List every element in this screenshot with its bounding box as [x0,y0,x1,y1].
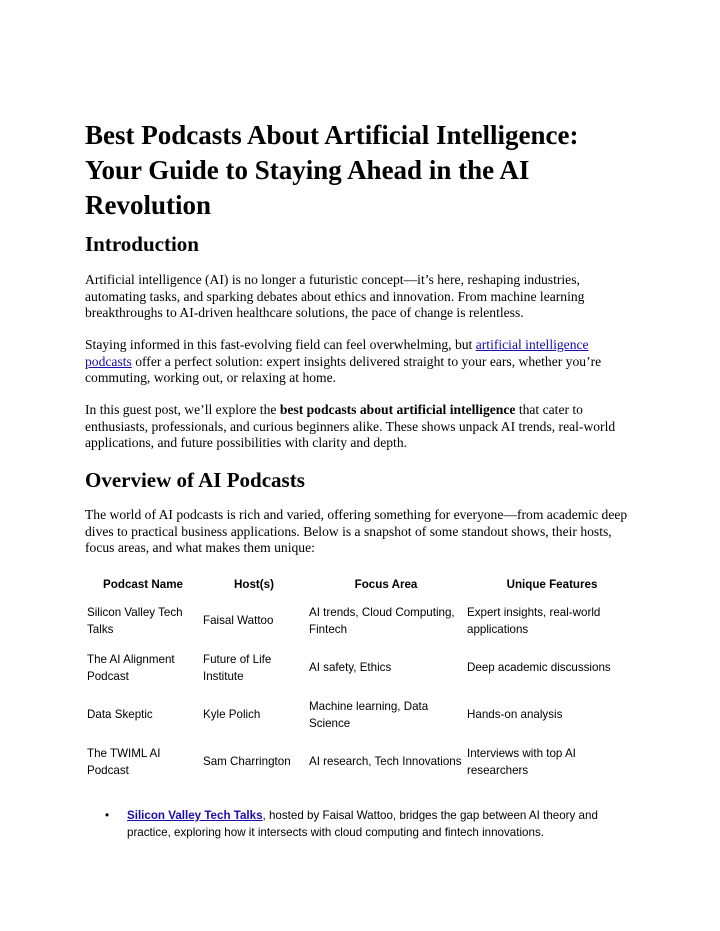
intro-paragraph-1: Artificial intelligence (AI) is no longer a futuristic concept—it’s here, reshaping industries, automating tasks, and sparking debates about ethics and innovation. From machine learning breakthroughs to AI-driven healthcare solutions, the pace of change is relentless. [85,272,585,320]
intro-p2-text-before: Staying informed in this fast-evolving field can feel overwhelming, but [85,337,476,352]
table-cell: AI safety, Ethics [309,661,392,674]
column-header-unique-features: Unique Features [506,577,598,591]
table-cell: AI research, Tech Innovations [309,755,462,768]
table-cell: The TWIML AI Podcast [87,746,161,777]
table-row [85,738,639,785]
introduction-heading: Introduction [85,232,199,256]
silicon-valley-tech-talks-link[interactable]: Silicon Valley Tech Talks [127,809,263,822]
podcast-table [85,571,639,785]
intro-paragraph-3 [85,402,633,452]
intro-paragraph-2 [85,337,633,387]
list-item [85,807,615,841]
intro-p3-text-before: In this guest post, we’ll explore the [85,402,280,417]
table-header-row [85,571,639,597]
table-cell: AI trends, Cloud Computing, Fintech [309,605,455,636]
table-cell: Expert insights, real-world applications [467,605,601,636]
table-cell: Kyle Polich [203,708,261,721]
podcast-bullet-list [85,807,615,841]
ai-podcasts-link[interactable]: artificial intelligence podcasts [85,337,589,369]
table-row [85,691,639,738]
column-header-hosts: Host(s) [234,577,274,591]
column-header-focus-area: Focus Area [354,577,418,591]
overview-heading: Overview of AI Podcasts [85,468,305,492]
intro-p3-bold: best podcasts about artificial intelligence [279,402,516,417]
table-cell: Hands-on analysis [467,708,563,721]
article-title: Best Podcasts About Artificial Intelligence: Your Guide to Staying Ahead in the AI Revolution [85,120,579,220]
overview-paragraph: The world of AI podcasts is rich and varied, offering something for everyone—from academic deep dives to practical business applications. Below is a snapshot of some standout shows, their hosts, focus areas, and what makes them unique: [85,507,628,555]
table-row [85,644,639,691]
table-cell: Interviews with top AI researchers [467,746,576,777]
intro-p2-text-after: offer a perfect solution: expert insights delivered straight to your ears, whether you’re commuting, working out, or relaxing at home. [85,353,602,385]
table-cell: Deep academic discussions [467,661,611,674]
column-header-podcast-name: Podcast Name [103,577,183,591]
table-cell: The AI Alignment Podcast [87,652,175,683]
table-cell: Data Skeptic [87,708,153,721]
table-cell: Machine learning, Data Science [309,699,429,730]
table-cell: Future of Life Institute [203,652,272,683]
table-cell: Sam Charrington [203,755,291,768]
bullet-icon: • [105,809,110,822]
bullet-text: , hosted by Faisal Wattoo, bridges the gap between AI theory and practice, exploring how it intersects with cloud computing and fintech innovations. [127,809,598,839]
intro-p3-text-after: that cater to enthusiasts, professionals, and curious beginners alike. These shows unpack AI trends, real-world applications, and future possibilities with clarity and depth. [85,402,616,450]
table-cell: Faisal Wattoo [203,614,274,627]
table-row [85,597,639,644]
table-cell: Silicon Valley Tech Talks [87,605,183,636]
